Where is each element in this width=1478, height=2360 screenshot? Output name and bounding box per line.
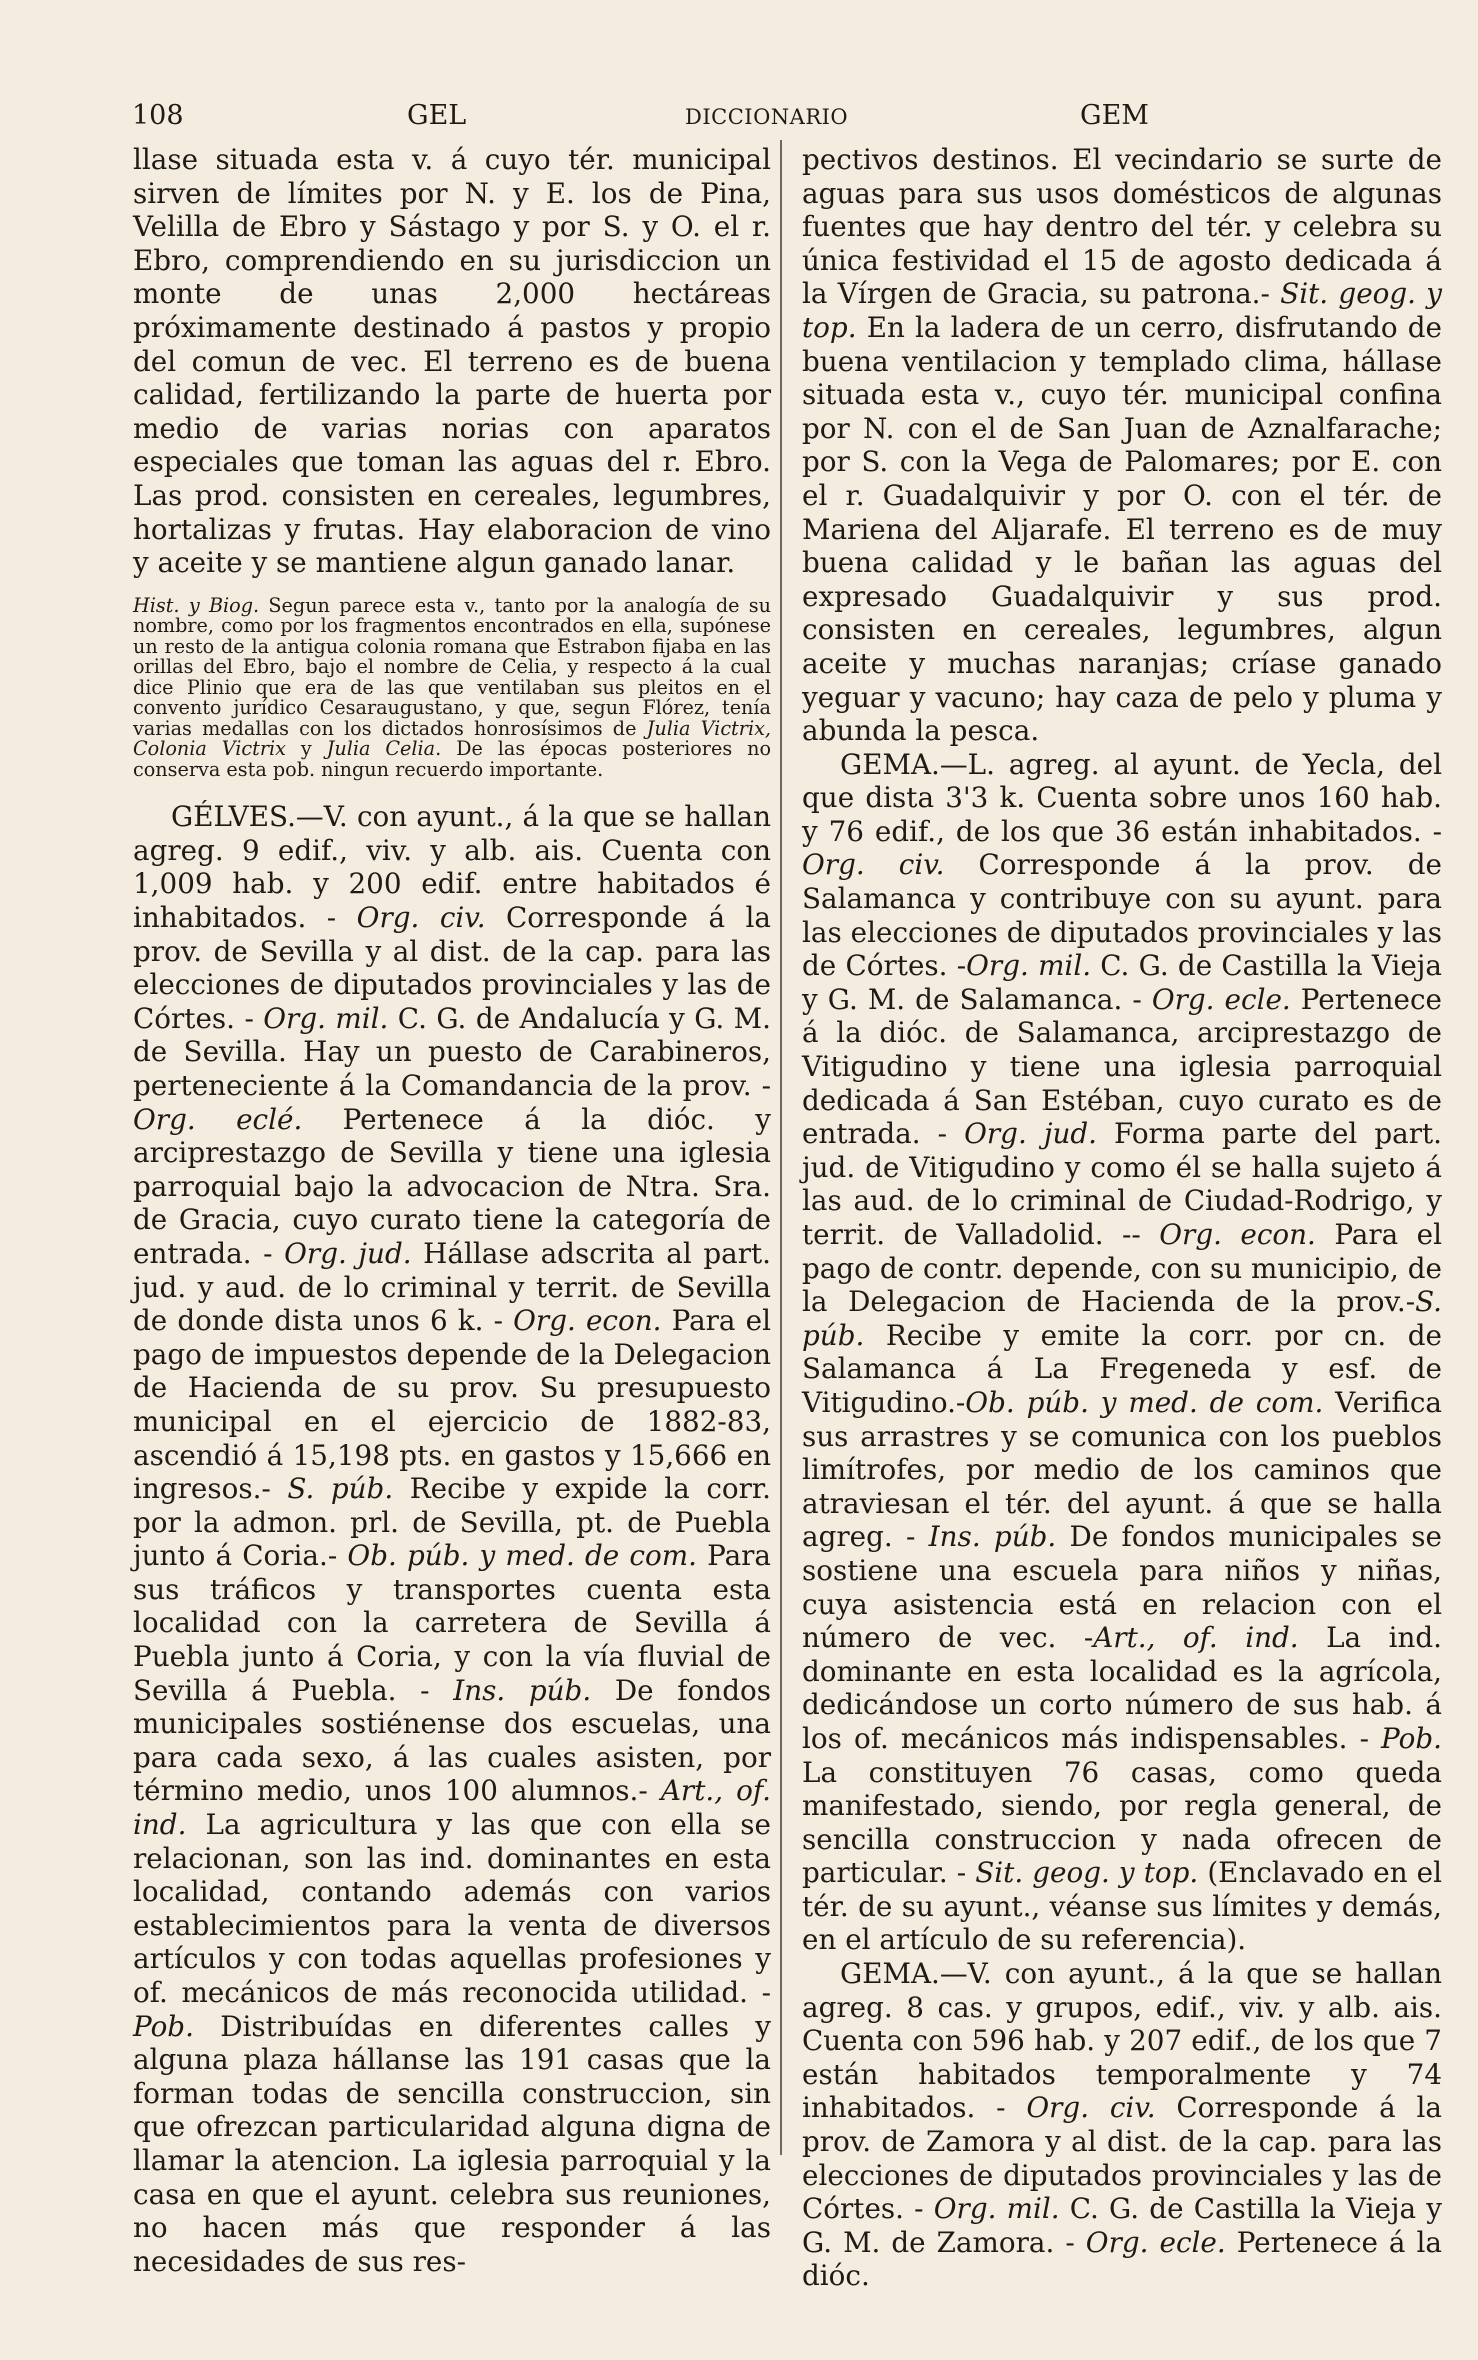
left-column <box>133 143 771 2278</box>
column-divider <box>780 140 782 2155</box>
history-note: Hist. y Biog. Segun parece esta v., tanto por la analogía de su nombre, como por los fragmentos encontrados en ella, supónese un resto de la antigua colonia romana que Estrabon fijaba en las orillas del Ebro, bajo el nombre de Celia, y respecto á la cual dice Plinio que era de las que ventilaban sus pleitos en el convento jurídico Cesaraugustano, y que, segun Flórez, tenía varias medallas con los dictados honrosísimos de Julia Victrix, Colonia Victrix y Julia Celia. De las épocas posteriores no conserva esta pob. ningun recuerdo importante. <box>133 593 772 781</box>
continued-paragraph: llase situada esta v. á cuyo tér. municipal sirven de límites por N. y E. los de Pina, Velilla de Ebro y Sástago y por S. y O. el r. Ebro, comprendiendo en su jurisdiccion un monte de unas 2,000 hectáreas próximamente destinado á pastos y propio del comun de vec. El terreno es de buena calidad, fertilizando la parte de huerta por medio de varias norias con aparatos especiales que toman las aguas del r. Ebro. Las prod. consisten en cereales, legumbres, hortalizas y frutas. Hay elaboracion de vino y aceite y se mantiene algun ganado lanar. <box>133 143 771 580</box>
entry-gema-villa: GEMA.—V. con ayunt., á la que se hallan agreg. 8 cas. y grupos, edif., viv. y alb. ais. Cuenta con 596 hab. y 207 edif., de los que 7 están habitados temporalmente y 74 inhabitados. - Org. civ. Corresponde á la prov. de Zamora y al dist. de la cap. para las elecciones de diputados provinciales y las de Córtes. - Org. mil. C. G. de Castilla la Vieja y G. M. de Zamora. - Org. ecle. Pertenece á la dióc. <box>802 1957 1442 2293</box>
header-left-word: GEL <box>407 100 467 131</box>
page-number: 108 <box>132 100 184 131</box>
entry-gelves: GÉLVES.—V. con ayunt., á la que se hallan agreg. 9 edif., viv. y alb. ais. Cuenta con 1,009 hab. y 200 edif. entre habitados é inhabitados. - Org. civ. Corresponde á la prov. de Sevilla y al dist. de la cap. para las elecciones de diputados provinciales y las de Córtes. - Org. mil. C. G. de Andalucía y G. M. de Sevilla. Hay un puesto de Carabineros, perteneciente á la Comandancia de la prov. - Org. eclé. Pertenece á la dióc. y arciprestazgo de Sevilla y tiene una iglesia parroquial bajo la advocacion de Ntra. Sra. de Gracia, cuyo curato tiene la categoría de entrada. - Org. jud. Hállase adscrita al part. jud. y aud. de lo criminal y territ. de Sevilla de donde dista unos 6 k. - Org. econ. Para el pago de impuestos depende de la Delegacion de Hacienda de su prov. Su presupuesto municipal en el ejercicio de 1882-83, ascendió á 15,198 pts. en gastos y 15,666 en ingresos.- S. púb. Recibe y expide la corr. por la admon. prl. de Sevilla, pt. de Puebla junto á Coria.- Ob. púb. y med. de com. Para sus tráficos y transportes cuenta esta localidad con la carretera de Sevilla á Puebla junto á Coria, y con la vía fluvial de Sevilla á Puebla. - Ins. púb. De fondos municipales sostiénense dos escuelas, una para cada sexo, á las cuales asisten, por término medio, unos 100 alumnos.- Art., of. ind. La agricultura y las que con ella se relacionan, son las ind. dominantes en esta localidad, contando además con varios establecimientos para la venta de diversos artículos y con todas aquellas profesiones y of. mecánicos de más reconocida utilidad. - Pob. Distribuídas en diferentes calles y alguna plaza hállanse las 191 casas que la forman todas de sencilla construccion, sin que ofrezcan particularidad alguna digna de llamar la atencion. La iglesia parroquial y la casa en que el ayunt. celebra sus reuniones, no hacen más que responder á las necesidades de sus res- <box>133 800 772 2278</box>
note-label: Hist. y Biog. <box>133 593 260 617</box>
entry-gelves-continued: pectivos destinos. El vecindario se surte de aguas para sus usos domésticos de algunas fuentes que hay dentro del tér. y celebra su única festividad el 15 de agosto dedicada á la Vírgen de Gracia, su patrona.- Sit. geog. y top. En la ladera de un cerro, disfrutando de buena ventilacion y templado clima, hállase situada esta v., cuyo tér. municipal confina por N. con el de San Juan de Aznalfarache; por S. con la Vega de Palomares; por E. con el r. Guadalquivir y por O. con el tér. de Mariena del Aljarafe. El terreno es de muy buena calidad y le bañan las aguas del expresado Guadalquivir y sus prod. consisten en cereales, legumbres, algun aceite y muchas naranjas; críase ganado yeguar y vacuno; hay caza de pelo y pluma y abunda la pesca. <box>802 143 1442 748</box>
header-title: DICCIONARIO <box>685 105 849 129</box>
entry-gema-lugar: GEMA.—L. agreg. al ayunt. de Yecla, del que dista 3'3 k. Cuenta sobre unos 160 hab. y 76 edif., de los que 36 están inhabitados. - Org. civ. Corresponde á la prov. de Salamanca y contribuye con su ayunt. para las elecciones de diputados provinciales y las de Córtes. -Org. mil. C. G. de Castilla la Vieja y G. M. de Salamanca. - Org. ecle. Pertenece á la dióc. de Salamanca, arciprestazgo de Vitigudino y tiene una iglesia parroquial dedicada á San Estéban, cuyo curato es de entrada. - Org. jud. Forma parte del part. jud. de Vitigudino y como él se halla sujeto á las aud. de lo criminal de Ciudad-Rodrigo, y territ. de Valladolid. -- Org. econ. Para el pago de contr. depende, con su municipio, de la Delegacion de Hacienda de la prov.-S. púb. Recibe y emite la corr. por cn. de Salamanca á La Fregeneda y esf. de Vitigudino.-Ob. púb. y med. de com. Verifica sus arrastres y se comunica con los pueblos limítrofes, por medio de los caminos que atraviesan el tér. del ayunt. á que se halla agreg. - Ins. púb. De fondos municipales se sostiene una escuela para niños y niñas, cuya asistencia está en relacion con el número de vec. -Art., of. ind. La ind. dominante en esta localidad es la agrícola, dedicándose un corto número de sus hab. á los of. mecánicos más indispensables. - Pob. La constituyen 76 casas, como queda manifestado, siendo, por regla general, de sencilla construccion y nada ofrecen de particular. - Sit. geog. y top. (Enclavado en el tér. de su ayunt., véanse sus límites y demás, en el artículo de su referencia). <box>802 747 1443 1957</box>
header-right-word: GEM <box>1080 100 1149 131</box>
running-header <box>132 100 1444 132</box>
right-column <box>802 143 1442 2293</box>
